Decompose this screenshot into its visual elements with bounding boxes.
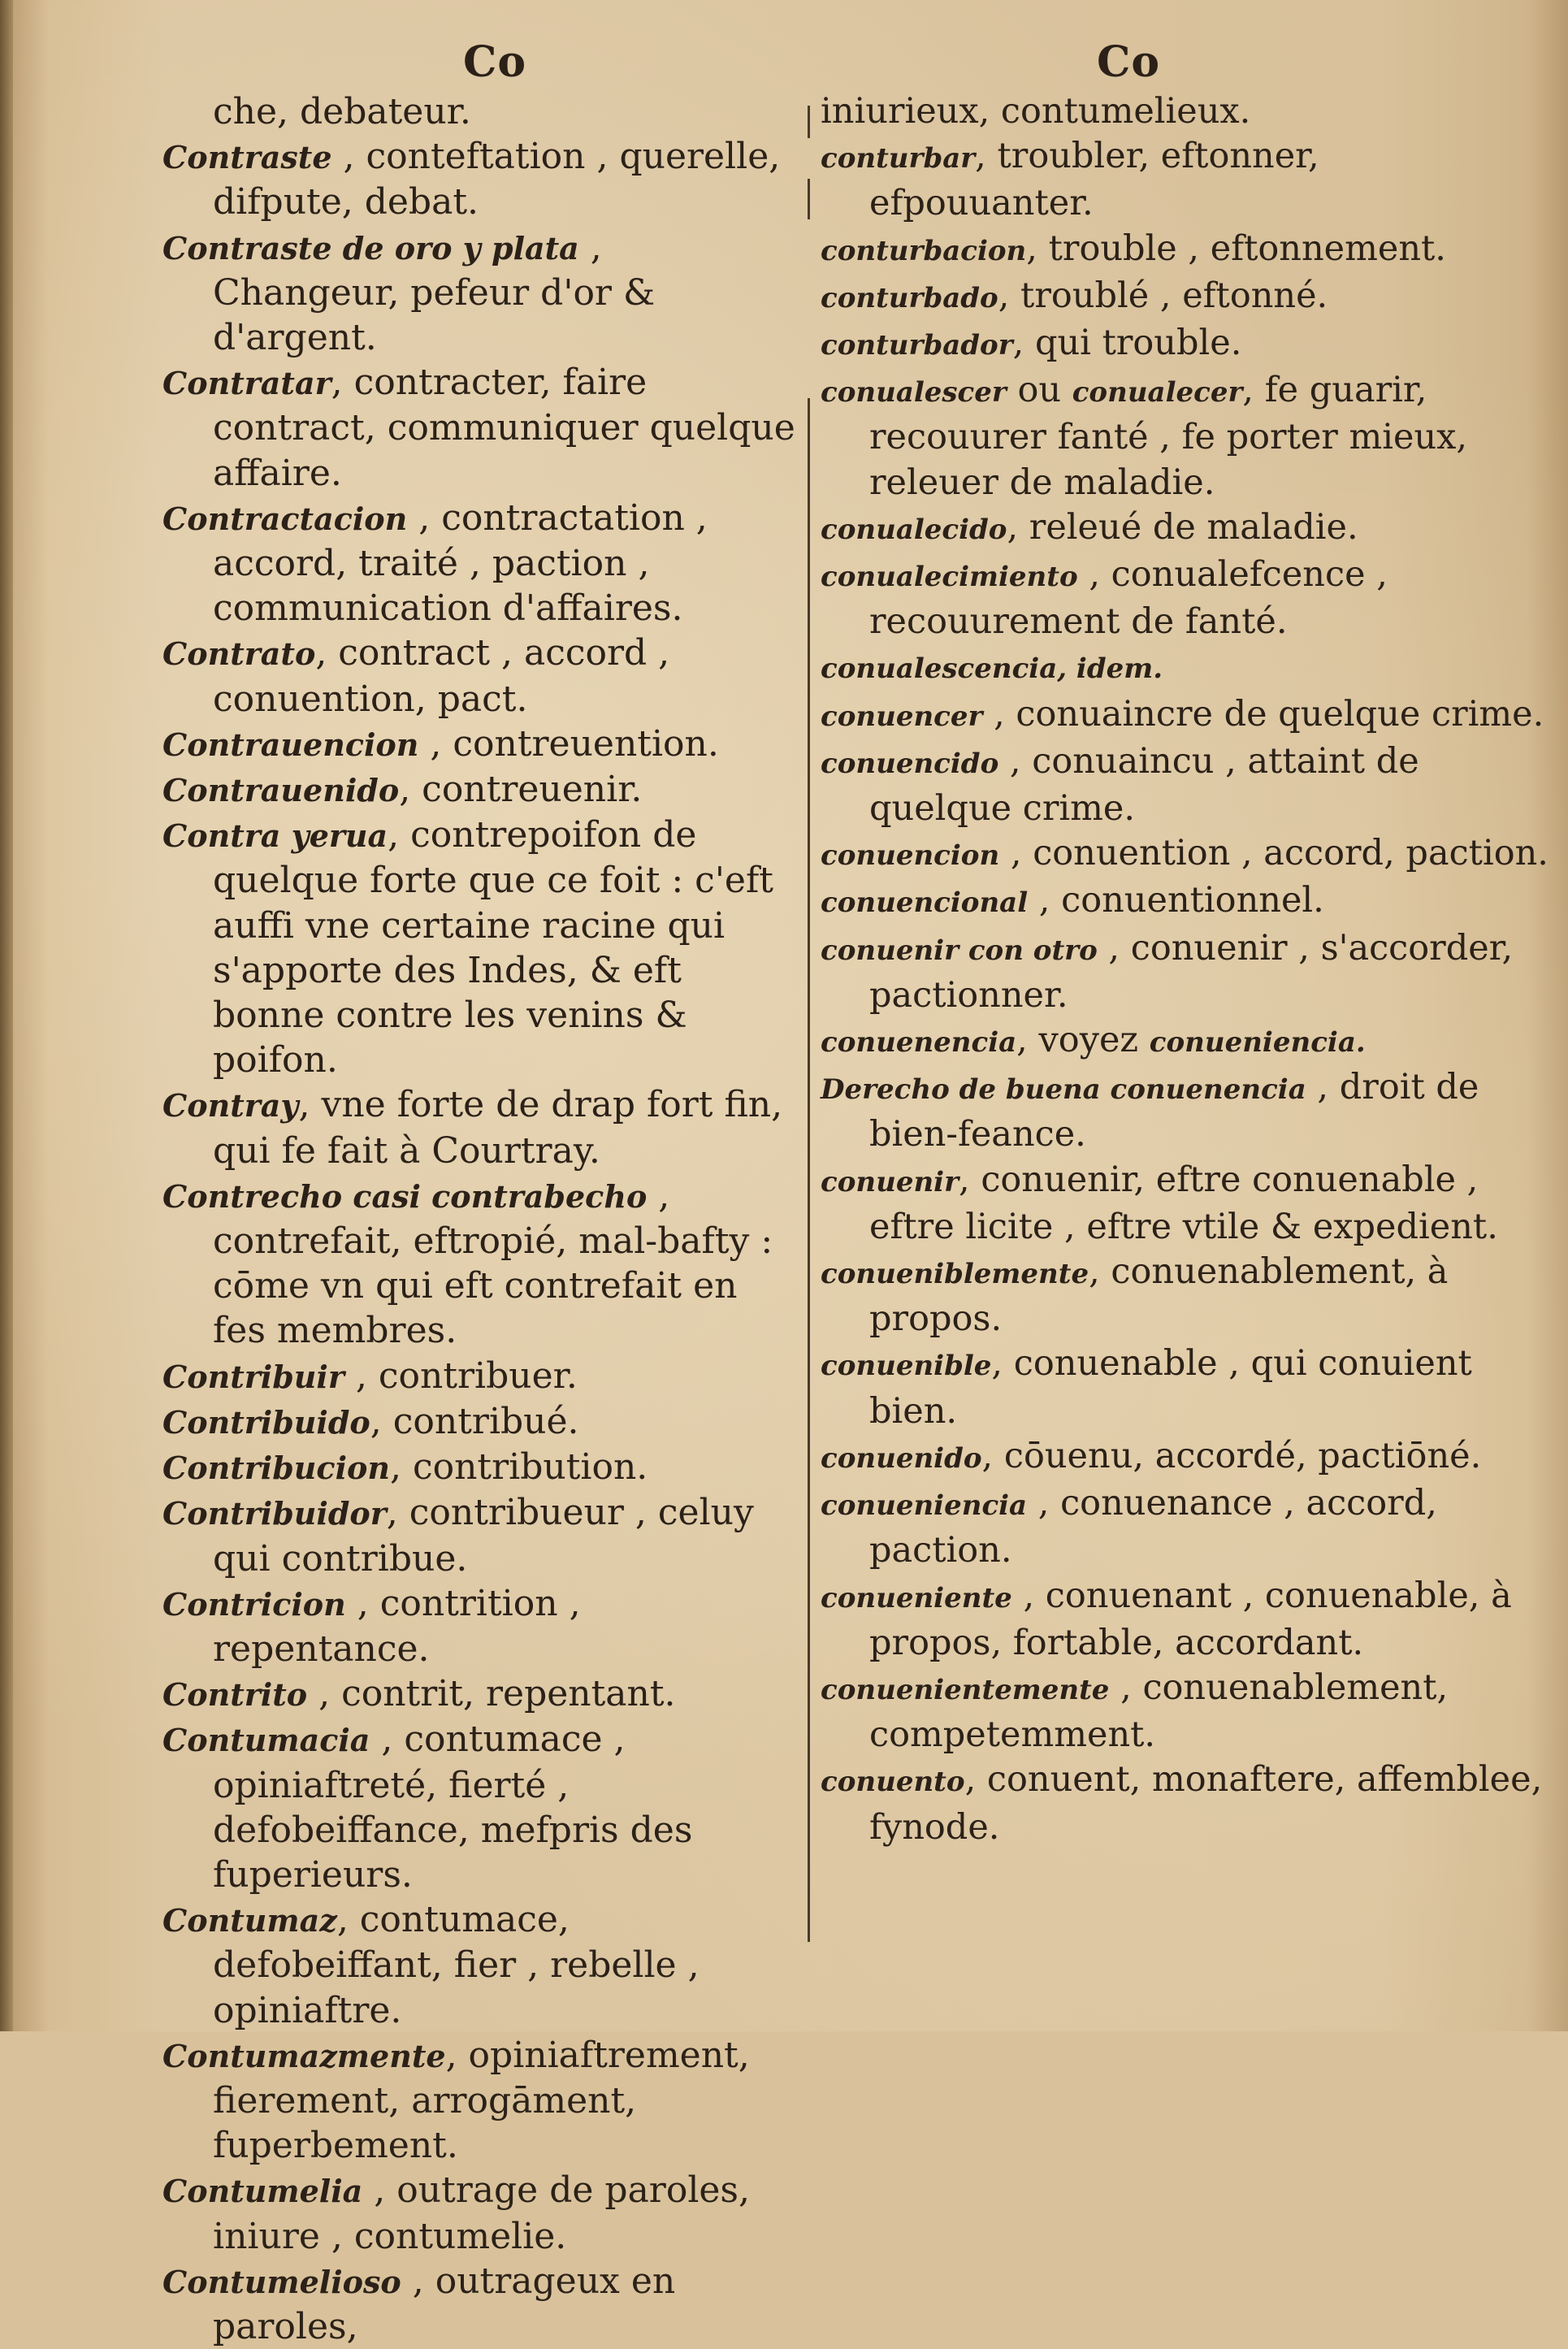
dictionary-entry (821, 1757, 1552, 1849)
entry-definition: , contrition , repentance. (213, 1582, 581, 1670)
entry-definition: , vne forte de drap fort fin, qui fe fait à Courtray. (213, 1084, 783, 1172)
entry-definition: , Changeur, pefeur d'or & d'argent. (213, 226, 656, 359)
entry-definition: , contumace , opiniaftreté, fierté , defobeiffance, mefpris des fuperieurs. (213, 1718, 693, 1896)
dictionary-entry (162, 1173, 796, 1354)
dictionary-entry (162, 1490, 796, 1580)
entry-term: conuenientemente (821, 1673, 1110, 1706)
column-divider (808, 106, 810, 138)
dictionary-entry (821, 1250, 1552, 1341)
right-column (821, 89, 1552, 1850)
dictionary-entry (821, 644, 1552, 691)
entry-term: Contribuidor (162, 1495, 387, 1532)
dictionary-entry (162, 2168, 796, 2258)
entry-definition: , conteftation , querelle, difpute, debat. (213, 136, 781, 223)
entry-term: Contray (162, 1087, 299, 1125)
entry-term: Contumelia (162, 2173, 363, 2210)
entry-definition: , cōuenu, accordé, pactiōné. (981, 1435, 1482, 1476)
running-header-left: Co (463, 37, 527, 87)
entry-definition: , conuenable , qui conuient bien. (869, 1343, 1472, 1432)
entry-definition: , contrit, repentant. (307, 1673, 676, 1715)
page-binding-edge (0, 0, 13, 2031)
entry-term: Contribuido (162, 1403, 370, 1441)
entry-definition: , outrageux en paroles, (213, 2260, 676, 2347)
dictionary-entry (821, 1666, 1552, 1757)
dictionary-entry (162, 89, 796, 134)
entry-term: conuenir con otro (821, 934, 1098, 967)
entry-definition: , conuenance , accord, paction. (869, 1483, 1437, 1571)
dictionary-entry (821, 1018, 1552, 1065)
entry-term: conturbacion (821, 234, 1027, 267)
dictionary-entry (162, 496, 796, 631)
dictionary-entry (162, 722, 796, 767)
entry-term: Contrecho casi contrabecho (162, 1177, 648, 1215)
dictionary-entry (821, 505, 1552, 553)
dictionary-entry (821, 1434, 1552, 1481)
dictionary-entry (162, 1897, 796, 2033)
dictionary-entry (821, 274, 1552, 321)
dictionary-entry (162, 134, 796, 224)
entry-term: conturbador (821, 329, 1013, 362)
dictionary-entry (162, 767, 796, 813)
dictionary-entry (821, 134, 1552, 226)
entry-term: conuencional (821, 886, 1029, 920)
dictionary-entry (821, 321, 1552, 368)
entry-definition: , contribuer. (344, 1354, 578, 1397)
entry-term: conuencer (821, 700, 983, 733)
entry-term: Contratar (162, 365, 331, 402)
entry-term: conturbado (821, 281, 998, 314)
entry-term: Contricion (162, 1585, 346, 1623)
entry-term: conturbar (821, 142, 976, 176)
entry-term: Contrauenido (162, 772, 400, 809)
entry-term-variant: conualecer (1072, 376, 1243, 410)
entry-definition: , conualefcence , recouurement de fanté. (869, 554, 1388, 643)
entry-term: conuencion (821, 839, 1000, 873)
entry-definition: , conuenir, eftre conuenable , eftre licite , eftre vtile & expedient. (869, 1159, 1498, 1247)
entry-definition: , trouble , eftonnement. (1026, 228, 1446, 269)
entry-definition: , conuenablement, à propos. (869, 1251, 1449, 1340)
entry-definition: , contractation , accord, traité , paction , communication d'affaires. (213, 496, 708, 630)
dictionary-entry (162, 2259, 796, 2349)
entry-definition: , fe guarir, recouurer fanté , fe porter mieux, releuer de maladie. (869, 370, 1468, 503)
entry-term: Contumacia (162, 1722, 370, 1759)
entry-definition: , conuention , accord, paction. (999, 833, 1549, 874)
dictionary-entry (162, 225, 796, 361)
entry-definition: , voyez (1016, 1020, 1150, 1061)
dictionary-entry (821, 831, 1552, 878)
entry-definition: , troublé , eftonné. (998, 275, 1328, 316)
dictionary-entry (821, 368, 1552, 505)
dictionary-entry (821, 692, 1552, 739)
entry-definition: , conuentionnel. (1028, 880, 1324, 921)
entry-term: conualescencia, idem. (821, 652, 1163, 686)
entry-definition: iniurieux, contumelieux. (821, 91, 1251, 132)
entry-definition: , contrepoifon de quelque forte que ce foit : c'eft auffi vne certaine racine qui s'apporte des Indes, & eft bonne contre les venins & poifon. (213, 814, 773, 1081)
dictionary-entry (162, 813, 796, 1082)
entry-term: Contraste de oro y plata (162, 229, 579, 267)
entry-definition: , conuenant , conuenable, à propos, fortable, accordant. (869, 1575, 1512, 1663)
entry-term: Contumelioso (162, 2263, 401, 2300)
dictionary-entry (821, 1158, 1552, 1250)
dictionary-entry (821, 89, 1552, 134)
dictionary-entry (162, 631, 796, 721)
entry-definition: , droit de bien-feance. (869, 1067, 1479, 1155)
entry-term: conualecimiento (821, 561, 1078, 594)
entry-term: conualecido (821, 513, 1007, 546)
entry-definition: che, debateur. (213, 91, 471, 132)
entry-term: conueniblemente (821, 1258, 1089, 1291)
entry-cross-reference: conueniencia. (1149, 1026, 1366, 1060)
column-divider (808, 179, 810, 219)
entry-definition: , conuenir , s'accorder, pactionner. (869, 927, 1514, 1016)
entry-definition: , qui trouble. (1012, 323, 1242, 364)
entry-term: conueniencia (821, 1489, 1028, 1523)
entry-definition: , contrefait, eftropié, mal-bafty : cōme vn qui eft contrefait en fes membres. (213, 1174, 773, 1352)
entry-definition: , conuenablement, competemment. (869, 1666, 1449, 1756)
entry-term: Contribucion (162, 1450, 390, 1487)
entry-definition: , outrage de paroles, iniure , contumelie. (213, 2169, 750, 2257)
column-divider (808, 398, 810, 1942)
entry-definition: , contribueur , celuy qui contribue. (213, 1492, 754, 1580)
entry-term: conuenible (821, 1350, 992, 1383)
entry-definition: , conuent, monaftere, affemblee, fynode. (869, 1759, 1543, 1848)
dictionary-entry (162, 1354, 796, 1399)
dictionary-entry (821, 1574, 1552, 1666)
entry-definition: ou (1006, 370, 1072, 411)
dictionary-entry (821, 1481, 1552, 1573)
entry-term: Contractacion (162, 500, 408, 537)
entry-definition: , conuaincu , attaint de quelque crime. (869, 740, 1419, 830)
left-column (162, 89, 796, 2349)
entry-term: conuencido (821, 747, 999, 780)
entry-term: Contumaz (162, 1902, 337, 1939)
entry-definition: , opiniaftrement, fierement, arrogāment, fuperbement. (213, 2034, 750, 2167)
entry-definition: , troubler, eftonner, efpouuanter. (869, 136, 1319, 224)
entry-term: Contumazmente (162, 2037, 446, 2074)
dictionary-entry (162, 2033, 796, 2169)
entry-term: conuenencia (821, 1026, 1017, 1060)
dictionary-entry (821, 739, 1552, 831)
dictionary-entry (162, 360, 796, 496)
entry-term: conuenido (821, 1441, 982, 1475)
dictionary-entry (821, 926, 1552, 1018)
entry-definition: , contreuention. (418, 722, 719, 765)
entry-term: Contraste (162, 139, 332, 176)
entry-definition: , contumace, defobeiffant, fier , rebelle , opiniaftre. (213, 1899, 700, 2031)
dictionary-entry (162, 1671, 796, 1717)
entry-term: Contra yerua (162, 817, 388, 855)
entry-term: conuenir (821, 1165, 959, 1198)
entry-definition: , conuaincre de quelque crime. (982, 693, 1544, 735)
entry-term: Contrito (162, 1676, 308, 1714)
entry-definition: , contribution. (389, 1446, 648, 1489)
entry-definition: , contract , accord , conuention, pact. (213, 632, 670, 720)
entry-term: conueniente (821, 1581, 1012, 1614)
dictionary-entry (162, 1082, 796, 1172)
dictionary-entry (162, 1445, 796, 1490)
dictionary-entry (162, 1581, 796, 1671)
entry-term: Contrauencion (162, 726, 419, 763)
running-header-right: Co (1097, 37, 1161, 87)
entry-definition: , contribué. (370, 1400, 579, 1442)
dictionary-entry (162, 1717, 796, 1897)
entry-term: Contrato (162, 635, 316, 673)
entry-term: conualescer (821, 376, 1007, 410)
dictionary-entry (821, 878, 1552, 925)
entry-term: Contribuir (162, 1358, 344, 1395)
entry-definition: , contracter, faire contract, communiquer quelque affaire. (213, 362, 795, 494)
entry-term: conuento (821, 1766, 965, 1799)
entry-term: Derecho de buena conuenencia (821, 1073, 1306, 1107)
entry-definition: , releué de maladie. (1007, 506, 1358, 548)
dictionary-entry (821, 1341, 1552, 1433)
dictionary-entry (162, 1399, 796, 1445)
dictionary-entry (821, 227, 1552, 274)
dictionary-entry (821, 553, 1552, 644)
dictionary-entry (821, 1065, 1552, 1157)
entry-definition: , contreuenir. (399, 769, 643, 811)
